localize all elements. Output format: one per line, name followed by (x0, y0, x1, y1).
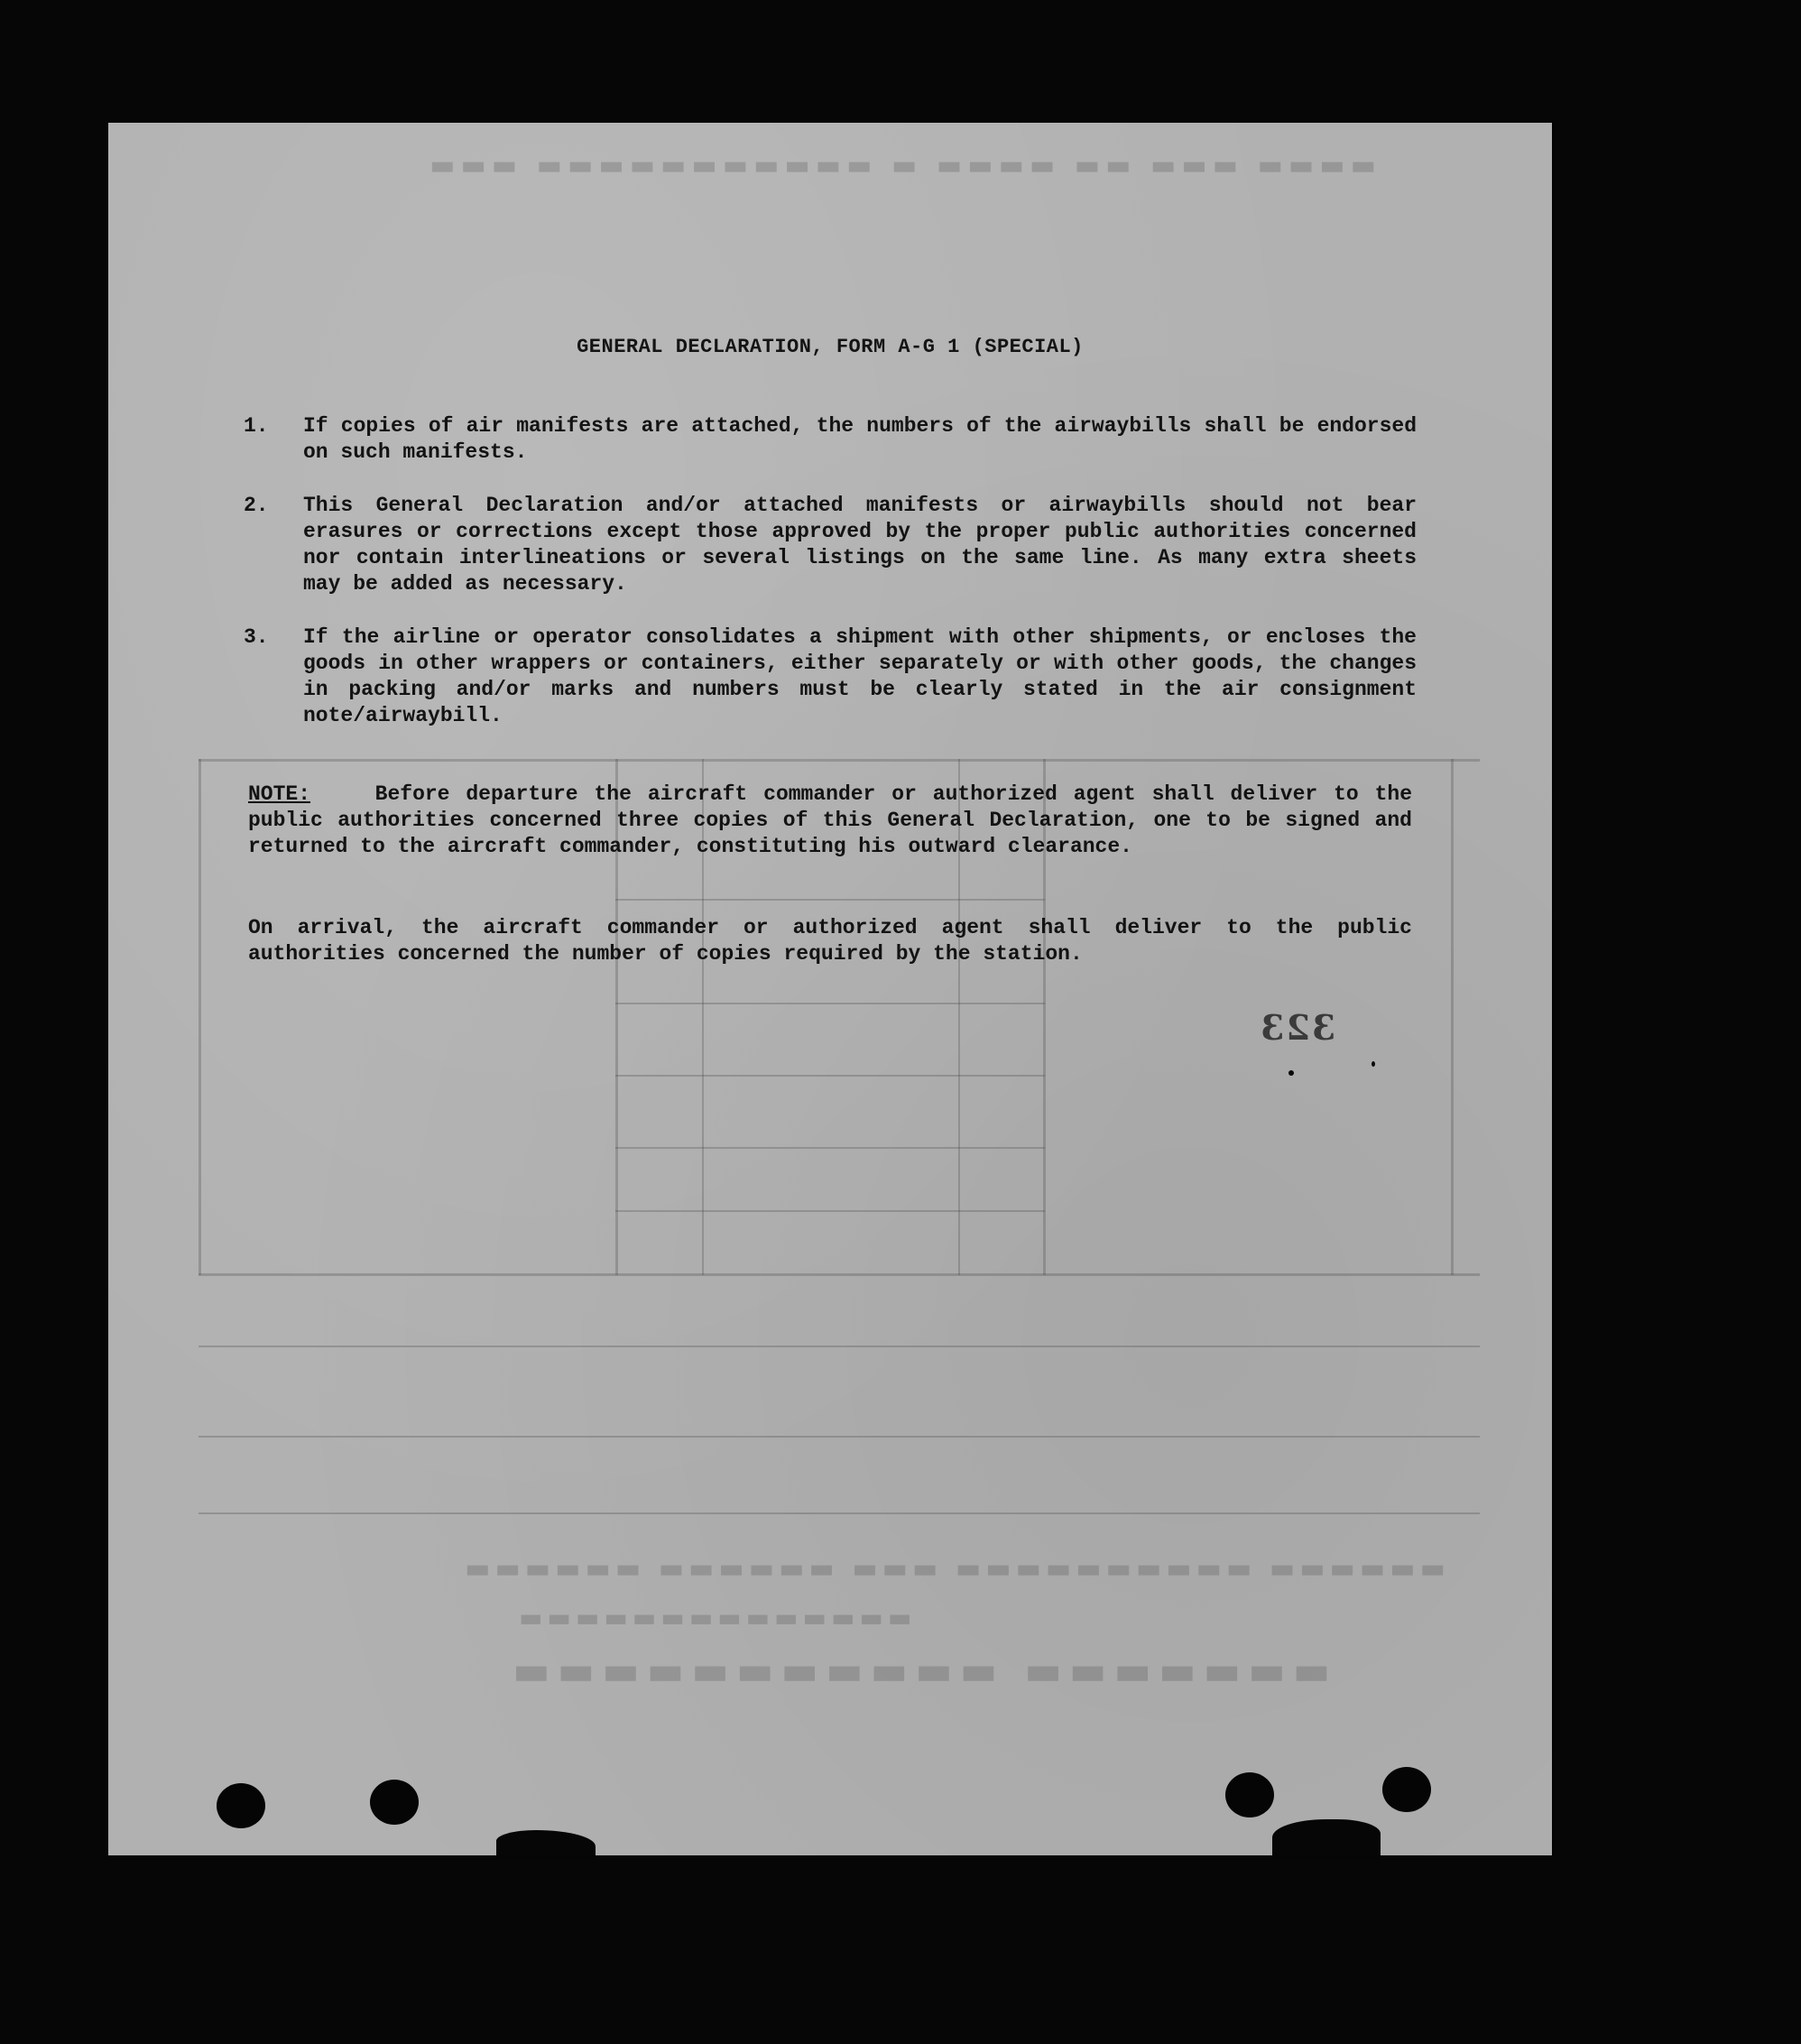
bleed-through-heading: ▬▬▬▬▬▬ ▬▬▬▬▬▬▬▬▬▬ ▬▬▬ ▬▬▬▬▬▬ ▬▬▬▬▬▬ (460, 1553, 1445, 1585)
arrival-text: On arrival, the aircraft commander or authorized agent shall deliver to the public authorities concerned the number of copies required by the station. (248, 916, 1412, 966)
item-text: If the airline or operator consolidates a shipment with other shipments, or encloses the goods in other wrappers or containers, either separately or with other goods, the changes in packing and/or marks and numbers must be clearly stated in the air consignment note/airwaybill. (303, 625, 1417, 727)
bleed-through-rule (1451, 759, 1454, 1275)
punch-hole (1382, 1767, 1431, 1812)
bleed-through-heading: ▬▬▬▬ ▬▬▬ ▬▬ ▬▬▬▬ ▬ ▬▬▬▬▬▬▬▬▬▬▬ ▬▬▬ (424, 150, 1376, 181)
item-number: 1. (244, 414, 269, 438)
bleed-through-rule (615, 1075, 1045, 1077)
bleed-through-heading: ▬▬▬▬▬▬▬▬▬▬▬▬▬▬ (514, 1603, 912, 1632)
bleed-through-rule (199, 1512, 1480, 1514)
note-paragraph (248, 782, 1412, 860)
bleed-through-rule (199, 759, 1480, 762)
speck (1372, 1061, 1375, 1067)
punch-hole (1225, 1772, 1274, 1817)
bleed-through-rule (615, 1210, 1045, 1212)
arrival-section (248, 915, 1412, 967)
note-label: NOTE: (248, 782, 311, 806)
item-text: This General Declaration and/or attached manifests or airwaybills should not bear erasures or corrections except those approved by the proper public authorities concerned nor contain interlineations or several listings on the same line. As many extra sheets may be added as necessary. (303, 494, 1417, 596)
bleed-through-rule (615, 1147, 1045, 1149)
instruction-item-2 (244, 493, 1417, 597)
paper-tear (1272, 1819, 1381, 1855)
document-title: GENERAL DECLARATION, FORM A-G 1 (SPECIAL) (577, 336, 1084, 358)
bleed-through-rule (615, 899, 1045, 901)
note-section (248, 782, 1412, 860)
item-number: 3. (244, 625, 269, 649)
bleed-through-rule (615, 1003, 1045, 1004)
bleed-through-heading: ▬▬▬▬▬▬▬ ▬▬▬▬▬▬▬▬▬▬▬ (505, 1648, 1331, 1694)
note-text: Before departure the aircraft commander or authorized agent shall deliver to the public authorities concerned three copies of this General Declaration, one to be signed and returned to the aircraft commander, constituting his outward clearance. (248, 782, 1412, 858)
bleed-through-rule (199, 1273, 1480, 1276)
bleed-through-rule (199, 759, 201, 1275)
bleed-through-rule (199, 1346, 1480, 1347)
item-text: If copies of air manifests are attached, the numbers of the airwaybills shall be endorsed on such manifests. (303, 414, 1417, 464)
page-number-stamp: 323 (1259, 1007, 1336, 1048)
paper-tear (496, 1830, 596, 1855)
instruction-item-1 (244, 413, 1417, 466)
speck (1288, 1070, 1294, 1076)
item-number: 2. (244, 494, 269, 517)
punch-hole (370, 1780, 419, 1825)
paper-sheet (108, 123, 1552, 1855)
bleed-through-rule (199, 1436, 1480, 1438)
punch-hole (217, 1783, 265, 1828)
instruction-item-3 (244, 624, 1417, 729)
